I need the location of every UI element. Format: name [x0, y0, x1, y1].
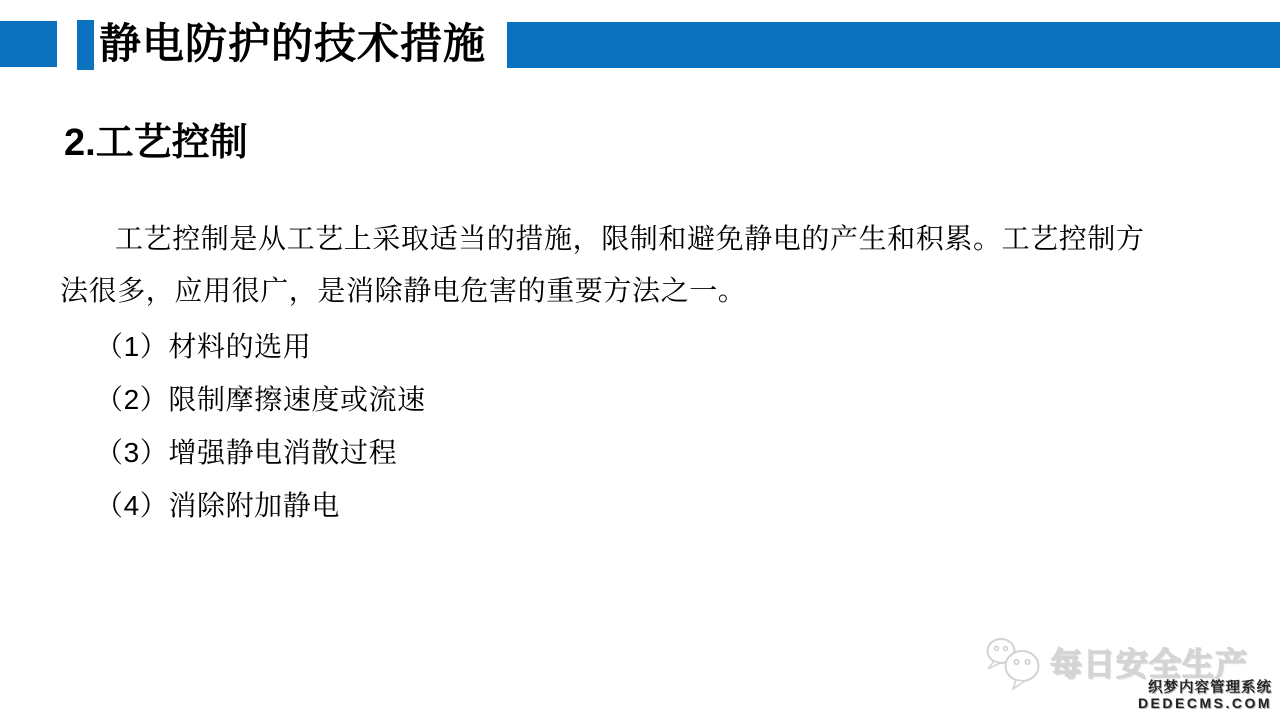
cms-domain-text: DEDECMS.COM [1137, 695, 1272, 711]
list-item: （3）增强静电消散过程 [95, 437, 398, 468]
list-item: （2）限制摩擦速度或流速 [95, 384, 426, 415]
measures-list [60, 320, 1230, 532]
section-heading: 2.工艺控制 [64, 122, 248, 164]
list-item: （1）材料的选用 [95, 331, 312, 362]
slide-title: 静电防护的技术措施 [99, 20, 487, 67]
paragraph-line-2: 法很多，应用很广，是消除静电危害的重要方法之一。 [60, 275, 747, 306]
header-right-accent-bar [507, 22, 1280, 68]
cms-name-text: 织梦内容管理系统 [1148, 680, 1272, 696]
paragraph-line-1: 工艺控制是从工艺上采取适当的措施，限制和避免静电的产生和积累。工艺控制方 [115, 223, 1145, 254]
header-left-accent-block [0, 21, 57, 67]
body-text-block [60, 213, 1230, 532]
list-item: （4）消除附加静电 [95, 490, 340, 521]
cms-watermark [1138, 681, 1272, 711]
header-accent-bar [77, 20, 94, 70]
watermark-brand-text: 每日安全生产 [1050, 646, 1249, 682]
wechat-chat-bubbles-icon [982, 636, 1046, 692]
